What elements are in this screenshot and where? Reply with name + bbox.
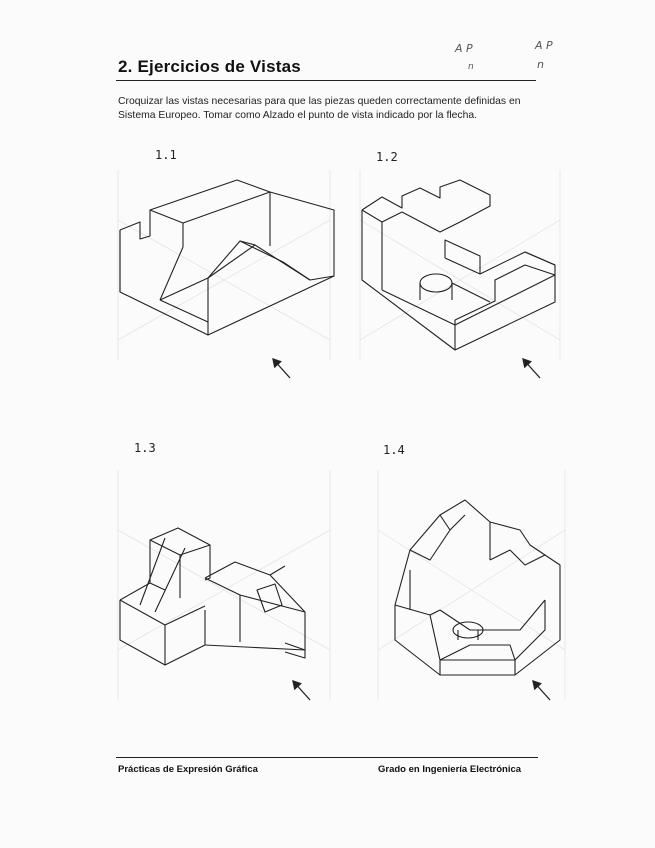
view-arrow-1-3 — [293, 681, 310, 700]
handwritten-annotation-4: n — [537, 58, 544, 71]
figure-1-4-drawing — [395, 500, 560, 675]
figure-label-1-4: 1.4 — [383, 443, 405, 457]
figure-1-1-drawing — [120, 180, 334, 335]
figure-label-1-1: 1.1 — [155, 148, 177, 162]
view-arrow-1-1 — [273, 359, 290, 378]
handwritten-annotation-2: A P — [535, 39, 553, 52]
handwritten-annotation-3: n — [468, 62, 474, 72]
page-title: 2. Ejercicios de Vistas — [118, 57, 301, 76]
view-arrow-1-4 — [533, 681, 550, 700]
view-arrow-1-2 — [523, 359, 540, 378]
figure-label-1-3: 1.3 — [134, 441, 156, 455]
footer-divider — [116, 757, 538, 758]
figure-1-2-drawing — [362, 180, 555, 350]
instructions-paragraph: Croquizar las vistas necesarias para que las piezas queden correctamente definidas en Sistema Europeo. Tomar como Alzado el punto de vista indicado por la flecha. — [118, 96, 521, 121]
handwritten-annotation-1: A P — [455, 42, 473, 55]
footer-degree: Grado en Ingeniería Electrónica — [378, 764, 522, 775]
footer-course: Prácticas de Expresión Gráfica — [118, 764, 258, 775]
figure-label-1-2: 1.2 — [376, 150, 398, 164]
construction-lines — [118, 170, 565, 700]
